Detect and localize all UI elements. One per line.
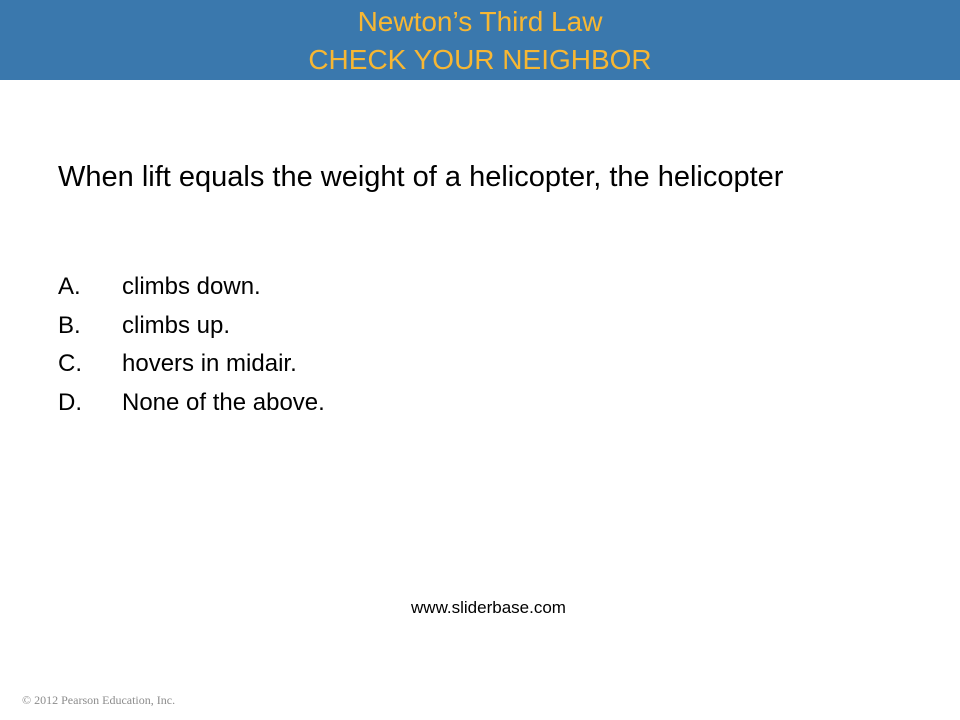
option-letter: A. [58, 273, 81, 300]
slide-subtitle: CHECK YOUR NEIGHBOR [308, 44, 652, 75]
option-c [58, 345, 325, 384]
option-d [58, 384, 325, 423]
slide-title: Newton’s Third Law [357, 6, 603, 37]
title-bar [0, 0, 960, 80]
question-text: When lift equals the weight of a helicopter, the helicopter [58, 161, 784, 193]
option-text: climbs up. [122, 311, 231, 339]
option-a [58, 268, 325, 307]
option-b [58, 307, 325, 346]
option-letter: C. [58, 350, 82, 377]
source-url: www.sliderbase.com [411, 598, 566, 617]
option-letter: B. [58, 311, 81, 339]
copyright-notice: © 2012 Pearson Education, Inc. [22, 693, 176, 707]
option-letter: D. [58, 388, 82, 416]
answer-options [58, 268, 325, 422]
option-text: None of the above. [122, 388, 325, 416]
option-text: hovers in midair. [122, 350, 297, 377]
option-text: climbs down. [122, 273, 261, 300]
